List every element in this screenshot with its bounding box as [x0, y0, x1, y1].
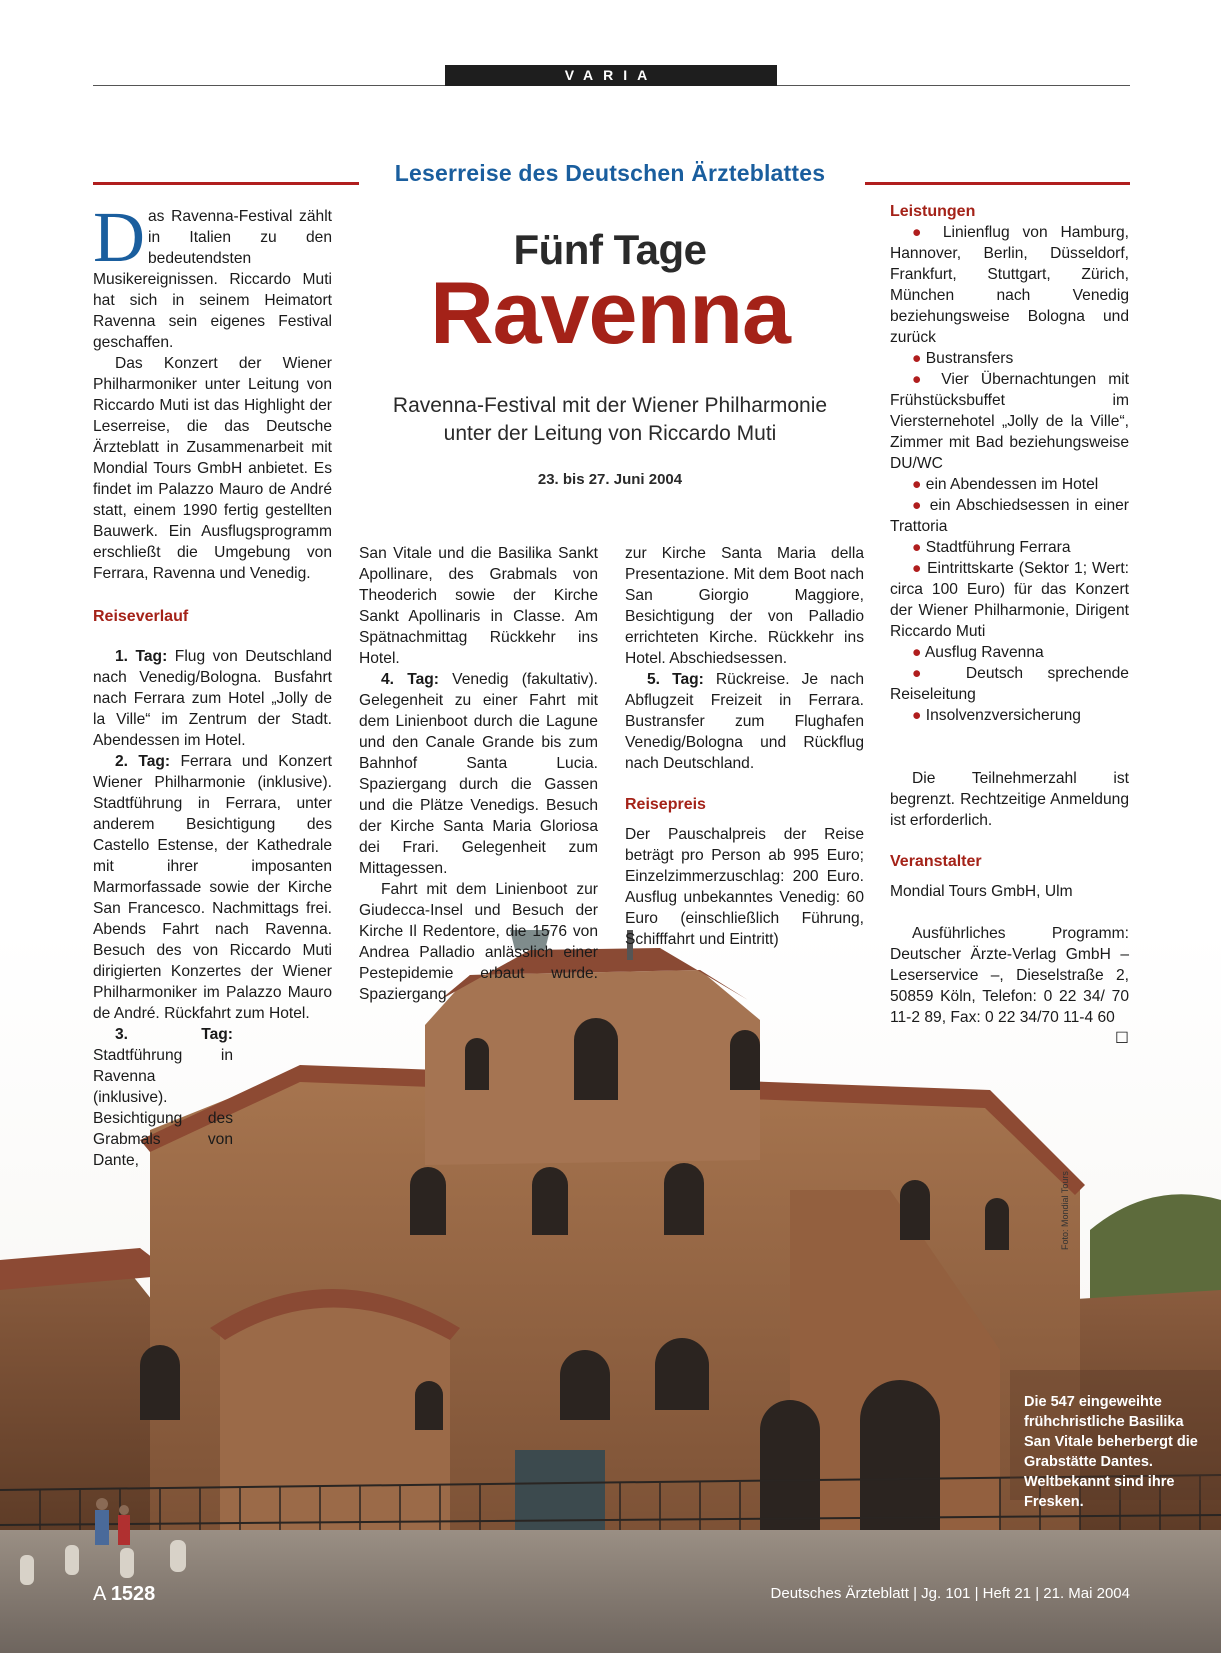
subtitle-line1: Ravenna-Festival mit der Wiener Philharmonie	[392, 394, 828, 417]
service-item: ● ein Abschiedsessen in einer Trattoria	[890, 497, 1129, 535]
day4-label: 4. Tag:	[381, 671, 439, 688]
column-3	[625, 543, 864, 950]
doorway	[515, 1450, 605, 1530]
journal-issue: Heft 21	[982, 1585, 1032, 1602]
col3-paragraph-1: zur Kirche Santa Maria della Presentazione. Mit dem Boot nach San Giorgio Maggiore, Besichtigung der von Palladio errichteten Kirche. Rückkehr ins Hotel. Abschiedsessen.	[625, 545, 864, 667]
day1-label: 1. Tag:	[115, 648, 168, 665]
intro-text: as Ravenna-Festival zählt in Italien zu den bedeutendsten Musikereignissen. Riccardo Muti hat sich in seinem Heimatort Ravenna sein eigenes Festival geschaffen.	[93, 208, 332, 351]
col2-paragraph-1: San Vitale und die Basilika Sankt Apollinare, des Grabmals von Theoderich sowie der Kirche Sankt Apollinaris in Classe. Am Spätnachmittag Rückkehr ins Hotel.	[359, 545, 598, 667]
subtitle	[360, 392, 860, 448]
drop-cap: D	[93, 197, 145, 277]
service-item: ● Stadtführung Ferrara	[912, 539, 1071, 556]
service-item: ● Ausflug Ravenna	[912, 644, 1044, 661]
organizer-heading: Veranstalter	[890, 853, 982, 870]
kicker: Leserreise des Deutschen Ärzteblattes	[394, 160, 826, 186]
journal-volume: Jg. 101	[921, 1585, 971, 1602]
day2-label: 2. Tag:	[115, 753, 171, 770]
service-item: ● Bustransfers	[912, 350, 1014, 367]
journal-name: Deutsches Ärzteblatt	[770, 1585, 909, 1602]
day5-text: Rückreise. Je nach Abflugzeit Freizeit in Ferrara. Bustransfer zum Flughafen Venedig/Bologna und Rückflug nach Deutschland.	[625, 671, 864, 772]
day2-text: Ferrara und Konzert Wiener Philharmonie (inklusive). Stadtführung in Ferrara, unter anderem Besichtigung des Castello Estense, der Kathedrale mit ihrer imposanten Marmorfassade sowie der Kirche San Francesco. Nachmittags frei. Abends Fahrt nach Ravenna. Besuch des von Riccardo Muti dirigierten Konzertes der Wiener Philharmoniker im Palazzo Mauro de André. Rückfahrt zum Hotel.	[93, 753, 332, 1022]
service-item: ● Linienflug von Hamburg, Hannover, Berlin, Düsseldorf, Frankfurt, Stuttgart, Zürich, München nach Venedig beziehungsweise Bologna und zurück	[890, 224, 1129, 346]
column-4	[890, 201, 1129, 1049]
col2-paragraph-3: Fahrt mit dem Linienboot zur Giudecca-Insel und Besuch der Kirche Il Redentore, die 1576 von Andrea Palladio anlässlich einer Pestepidemie erbaut wurde. Spaziergang	[359, 881, 598, 1003]
end-mark: ☐	[1115, 1030, 1129, 1047]
red-rule-right	[865, 182, 1130, 185]
red-rule-left	[93, 182, 359, 185]
photo-credit: Foto: Mondial Tours	[1060, 1171, 1070, 1250]
price-text: Der Pauschalpreis der Reise beträgt pro Person ab 995 Euro; Einzelzimmerzuschlag: 200 Euro. Ausflug unbekanntes Venedig: 60 Euro (einschließlich Führung, Schifffahrt und Eintritt)	[625, 826, 864, 948]
itinerary-heading: Reiseverlauf	[93, 608, 189, 625]
organizer: Mondial Tours GmbH, Ulm	[890, 883, 1073, 900]
travel-dates: 23. bis 27. Juni 2004	[537, 471, 683, 488]
service-item: ● Eintrittskarte (Sektor 1; Wert: circa 100 Euro) für das Konzert der Wiener Philharmonie, Dirigent Riccardo Muti	[890, 560, 1130, 640]
program-info: Ausführliches Programm: Deutscher Ärzte-Verlag GmbH – Leserservice –, Dieselstraße 2, 50859 Köln, Telefon: 0 22 34/ 70 11-2 89, Fax: 0 22 34/70 11-4 60 ☐	[890, 925, 1129, 1047]
price-heading: Reisepreis	[625, 796, 706, 813]
title-line2: Ravenna	[430, 263, 790, 362]
day3-text: Stadtführung in Ravenna (inklusive). Besichtigung des Grabmals von Dante,	[93, 1047, 233, 1169]
section-label: VARIA	[445, 65, 777, 86]
day4-text: Venedig (fakultativ). Gelegenheit zu einer Fahrt mit dem Linienboot durch die Lagune und den Canale Grande bis zum Bahnhof Santa Lucia. Spaziergang durch die Gassen und die Plätze Venedigs. Besuch der Kirche Santa Maria Gloriosa dei Frari. Gelegenheit zum Mittagessen.	[359, 671, 598, 877]
service-item: ● Insolvenzversicherung	[912, 707, 1081, 724]
service-item: ● Vier Übernachtungen mit Frühstücksbuffet im Viersternehotel „Jolly de la Ville“, Zimmer mit Bad beziehungsweise DU/WC	[890, 371, 1129, 472]
photo-caption: Die 547 eingeweihte frühchristliche Basilika San Vitale beherbergt die Grabstätte Dantes. Weltbekannt sind ihre Fresken.	[1024, 1394, 1198, 1510]
service-item: ● ein Abendessen im Hotel	[912, 476, 1099, 493]
subtitle-line2: unter der Leitung von Riccardo Muti	[443, 422, 777, 445]
concert-paragraph: Das Konzert der Wiener Philharmoniker unter Leitung von Riccardo Muti ist das Highlight der Leserreise, die das Deutsche Ärzteblatt in Zusammenarbeit mit Mondial Tours GmbH anbietet. Es findet im Palazzo Mauro de André statt, einem 1990 fertig gestellten Bauwerk. Ein Ausflugsprogramm erschließt die Umgebung von Ferrara, Ravenna und Venedig.	[93, 355, 332, 582]
day5-label: 5. Tag:	[647, 671, 704, 688]
services-list	[890, 222, 1129, 726]
column-1	[93, 197, 332, 1171]
journal-footer: Deutsches Ärzteblatt | Jg. 101 | Heft 21 | 21. Mai 2004	[770, 1585, 1130, 1602]
day3-label: 3. Tag:	[115, 1026, 233, 1043]
service-item: ● Deutsch sprechende Reiseleitung	[890, 665, 1129, 703]
journal-date: 21. Mai 2004	[1043, 1585, 1130, 1602]
day1-text: Flug von Deutschland nach Venedig/Bologna. Busfahrt nach Ferrara zum Hotel „Jolly de la Ville“ im Zentrum der Stadt. Abendessen im Hotel.	[93, 648, 332, 749]
title-line1: Fünf Tage	[513, 226, 707, 273]
column-2	[359, 543, 598, 1005]
services-heading: Leistungen	[890, 203, 976, 220]
participants-note: Die Teilnehmerzahl ist begrenzt. Rechtzeitige Anmeldung ist erforderlich.	[890, 770, 1129, 829]
page-number: A 1528	[93, 1583, 156, 1605]
